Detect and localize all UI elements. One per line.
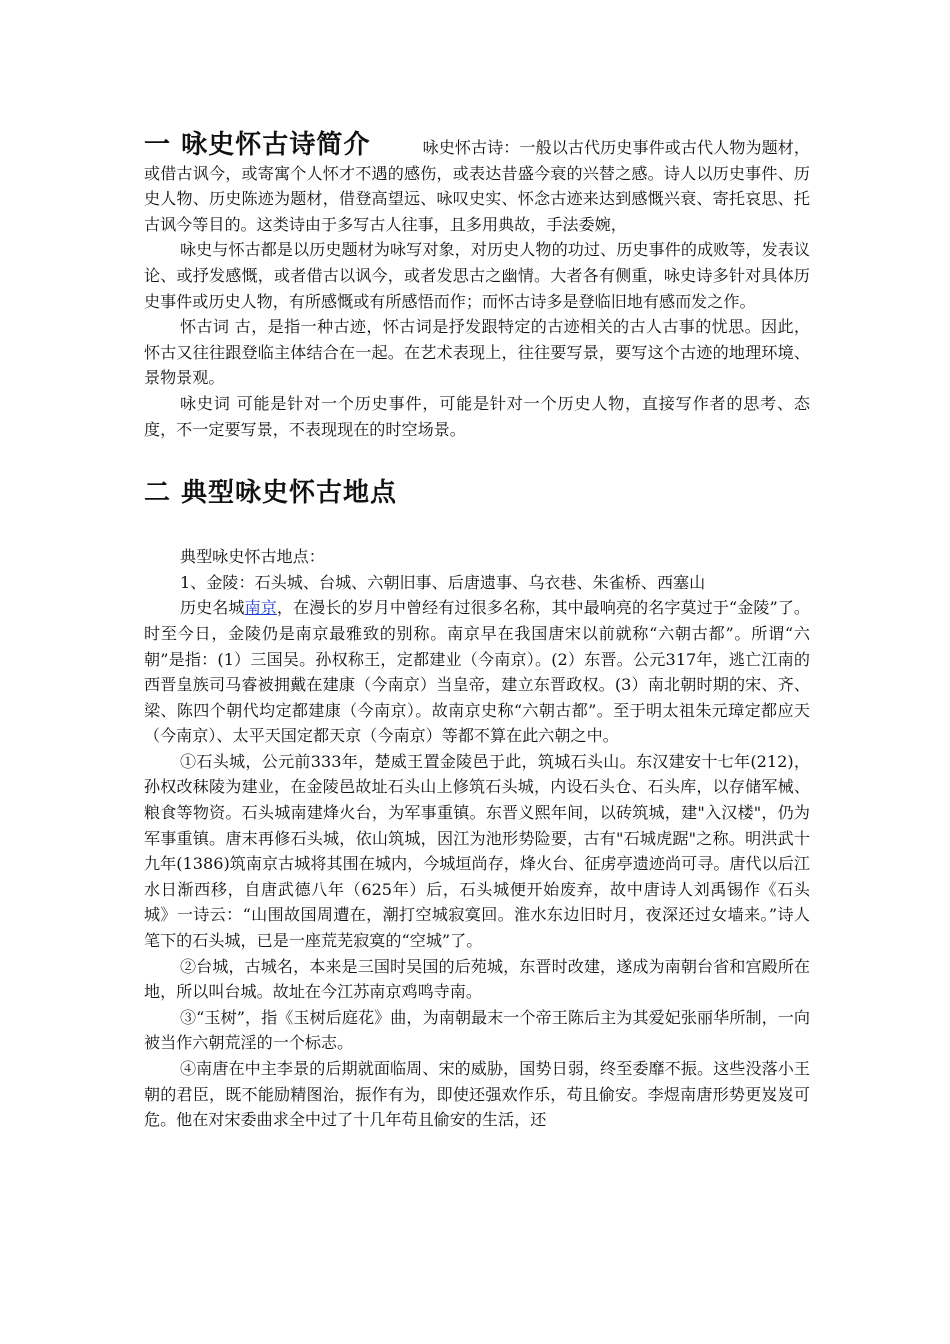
section2-paragraph-7: ④南唐在中主李景的后期就面临周、宋的威胁，国势日弱，终至委靡不振。这些没落小王朝的君臣，既不能励精图治，振作有为，即使还强欢作乐，苟且偷安。李煜南唐形势更岌岌可危。他在对宋委曲求全中过了十几年苟且偷安的生活，还 — [144, 1059, 810, 1130]
section1-intro-rest: 为题材，或借古讽今，或寄寓个人怀才不遇的感伤，或表达昔盛今衰的兴替之感。诗人以历史事件、历史人物、历史陈迹为题材，借登高望远、咏叹史实、怀念古迹来达到感慨兴衰、寄托哀思、托古讽今等目的。这类诗由于多写古人往事，且多用典故，手法委婉， — [144, 138, 810, 234]
section2-paragraph-6: ③“玉树”，指《玉树后庭花》曲，为南朝最末一个帝王陈后主为其爱妃张丽华所制，一向被当作六朝荒淫的一个标志。 — [144, 1007, 810, 1053]
section1-first-line — [144, 130, 810, 237]
section2-paragraph-1: 典型咏史怀古地点： — [180, 547, 325, 567]
document-page — [144, 130, 810, 1133]
section1-paragraph-3: 怀古词 古，是指一种古迹，怀古词是抒发跟特定的古迹相关的古人古事的忧思。因此，怀古又往往跟登临主体结合在一起。在艺术表现上，往往要写景，要写这个古迹的地理环境、景物景观。 — [144, 317, 810, 388]
section2-paragraph-2: 1、金陵：石头城、台城、六朝旧事、后唐遗事、乌衣巷、朱雀桥、西塞山 — [180, 572, 706, 592]
section2-paragraph-5: ②台城，古城名，本来是三国时吴国的后苑城，东晋时改建，遂成为南朝台省和宫殿所在地，所以叫台城。故址在今江苏南京鸡鸣寺南。 — [144, 956, 810, 1002]
section1-intro-lead: 咏史怀古诗：一般以古代历史事件或古代人物 — [422, 138, 746, 157]
section2-paragraph-3 — [144, 595, 810, 749]
p3-before-link: 历史名城 — [180, 598, 245, 618]
section2-paragraph-4: ①石头城，公元前333年，楚威王置金陵邑于此，筑城石头山。东汉建安十七年(212)，孙权改秣陵为建业，在金陵邑故址石头山上修筑石头城，内设石头仓、石头库，以存储军械、粮食等物资。石头城南建烽火台，为军事重镇。东晋义熙年间，以砖筑城，建"入汉楼"，仍为军事重镇。唐末再修石头城，依山筑城，因江为池形势险要，古有"石城虎踞"之称。明洪武十九年(1386)筑南京古城将其围在城内，今城垣尚存，烽火台、征虏亭遗迹尚可寻。唐代以后江水日渐西移，自唐武德八年（625年）后，石头城便开始废弃，故中唐诗人刘禹锡作《石头城》一诗云：“山围故国周遭在，潮打空城寂寞回。淮水东边旧时月，夜深还过女墙来。”诗人笔下的石头城，已是一座荒芜寂寞的“空城”了。 — [144, 751, 810, 951]
section2-heading: 二 典型咏史怀古地点 — [144, 478, 398, 509]
nanjing-link[interactable]: 南京 — [244, 598, 277, 618]
p3-after-link: ，在漫长的岁月中曾经有过很多名称，其中最响亮的名字莫过于“金陵”了。时至今日，金陵仍是南京最雅致的别称。南京早在我国唐宋以前就称“六朝古都”。所谓“六朝”是指：(1）三国吴。孙权称王，定都建业（今南京）。(2）东晋。公元317年，逃亡江南的西晋皇族司马睿被拥戴在建康（今南京）当皇帝，建立东晋政权。(3）南北朝时期的宋、齐、梁、陈四个朝代均定都建康（今南京）。故南京史称“六朝古都”。至于明太祖朱元璋定都应天（今南京）、太平天国定都天京（今南京）等都不算在此六朝之中。 — [144, 598, 810, 746]
section1-heading: 一 咏史怀古诗简介 — [144, 130, 371, 160]
section1-paragraph-2: 咏史与怀古都是以历史题材为咏写对象，对历史人物的功过、历史事件的成败等，发表议论、或抒发感慨，或者借古以讽今，或者发思古之幽情。大者各有侧重，咏史诗多针对具体历史事件或历史人物，有所感慨或有所感悟而作；而怀古诗多是登临旧地有感而发之作。 — [144, 240, 810, 311]
section1-paragraph-4: 咏史词 可能是针对一个历史事件，可能是针对一个历史人物，直接写作者的思考、态度，不一定要写景，不表现现在的时空场景。 — [144, 393, 810, 439]
